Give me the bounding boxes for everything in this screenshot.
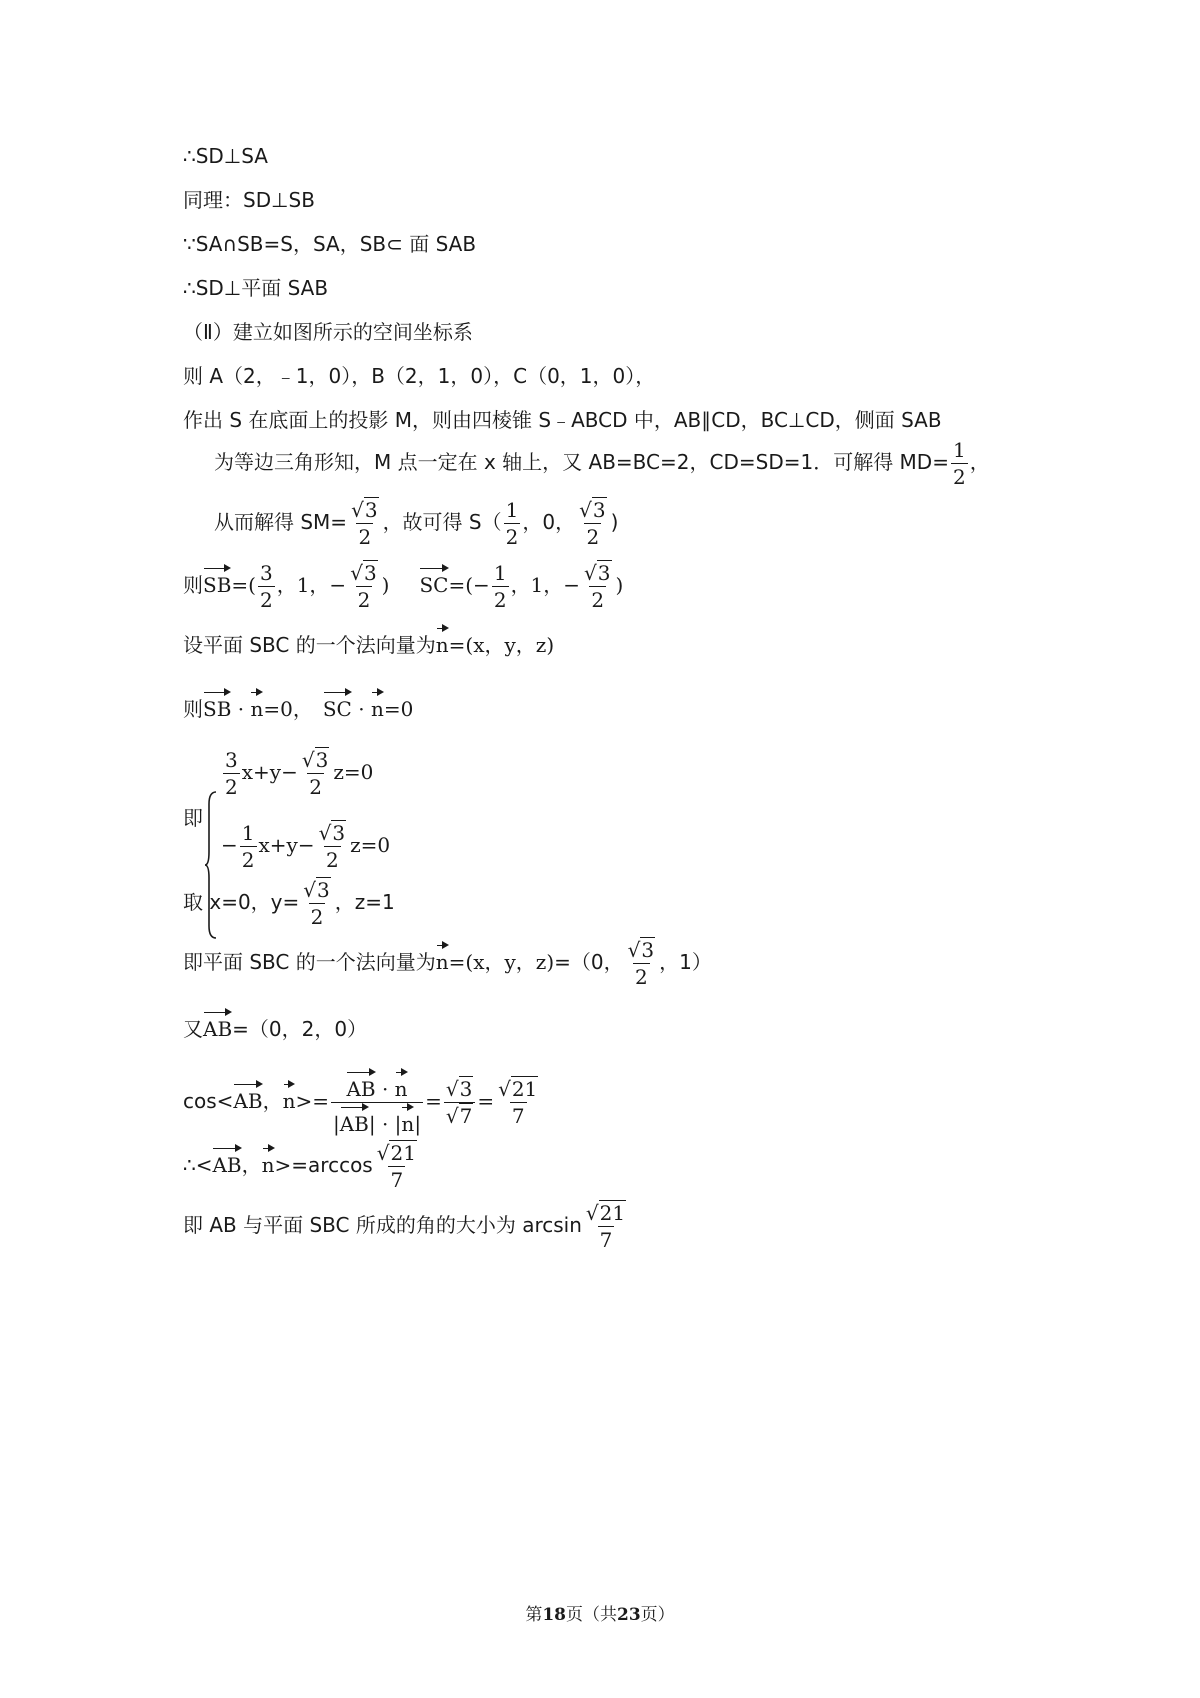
fraction-sqrt21-7 bbox=[496, 1076, 540, 1129]
line-19 bbox=[183, 1200, 630, 1253]
page-footer bbox=[0, 1600, 1200, 1625]
line-14 bbox=[183, 877, 395, 930]
fraction-cos bbox=[331, 1068, 423, 1137]
fraction-y bbox=[301, 877, 332, 930]
numerator: √3 bbox=[445, 1077, 473, 1101]
n-def: =(x，y，z) bbox=[448, 950, 555, 974]
numerator: √21 bbox=[376, 1141, 416, 1165]
denominator: 2 bbox=[634, 965, 648, 989]
paren-open: =(− bbox=[448, 573, 490, 597]
fraction-sqrt3-2 bbox=[317, 820, 348, 873]
close-paren: ) bbox=[381, 573, 390, 597]
line-10-text: 则 bbox=[183, 573, 203, 597]
denominator: 2 bbox=[225, 775, 238, 799]
vector-ab: AB bbox=[340, 1103, 369, 1137]
denominator: 2 bbox=[309, 775, 322, 799]
line-11-text: 设平面 SBC 的一个法向量为 bbox=[183, 633, 436, 657]
radicand: 21 bbox=[390, 1141, 416, 1165]
line-11 bbox=[183, 624, 554, 658]
denominator: 2 bbox=[586, 525, 600, 549]
vector-n: n bbox=[395, 1068, 408, 1102]
denominator: 7 bbox=[390, 1168, 404, 1192]
numerator: √3 bbox=[350, 561, 377, 585]
vector-sc: SC bbox=[323, 688, 352, 722]
numerator: √21 bbox=[498, 1077, 538, 1101]
vector-sb: SB bbox=[203, 688, 231, 722]
vector-n: n bbox=[262, 1144, 275, 1178]
fraction-sqrt3-sqrt7 bbox=[444, 1076, 475, 1129]
fraction-1-2 bbox=[492, 560, 509, 613]
denominator: 2 bbox=[259, 588, 273, 612]
comma: ， bbox=[969, 450, 990, 474]
close-paren: ) bbox=[610, 510, 619, 534]
line-9-text-a: 从而解得 SM= bbox=[214, 510, 348, 534]
fraction-1-2 bbox=[240, 820, 257, 873]
numerator: 3 bbox=[225, 748, 238, 772]
vector-n: n bbox=[436, 624, 449, 658]
gt-eq: >= bbox=[295, 1089, 329, 1113]
radicand: 3 bbox=[592, 498, 606, 522]
line-18-text-a: ∴< bbox=[183, 1153, 213, 1177]
radicand: 3 bbox=[315, 748, 329, 772]
numerator: 3 bbox=[259, 561, 273, 585]
eq2-end: z=0 bbox=[350, 833, 391, 857]
equation-1 bbox=[221, 747, 373, 800]
line-18 bbox=[183, 1140, 421, 1193]
line-16-text-b: =（0，2，0） bbox=[232, 1017, 368, 1041]
denominator: 7 bbox=[511, 1104, 525, 1128]
radicand: 3 bbox=[597, 561, 611, 585]
vector-n: n bbox=[436, 941, 449, 975]
numerator: √3 bbox=[318, 821, 346, 845]
fraction-sx bbox=[504, 497, 521, 550]
line-15-text-a: 即平面 SBC 的一个法向量为 bbox=[183, 950, 436, 974]
denominator: 2 bbox=[952, 465, 966, 489]
fraction-3-2 bbox=[258, 560, 275, 613]
fraction-sz bbox=[577, 497, 608, 550]
line-15-text-c: ，1） bbox=[659, 950, 712, 974]
radicand: 21 bbox=[511, 1077, 538, 1101]
line-14-text-a: 取 x=0，y= bbox=[183, 890, 300, 914]
denominator: 2 bbox=[591, 588, 605, 612]
line-15-text-b: =（0， bbox=[554, 950, 624, 974]
denominator: 2 bbox=[505, 525, 519, 549]
radicand: 3 bbox=[641, 938, 655, 962]
line-7: 作出 S 在底面上的投影 M，则由四棱锥 S﹣ABCD 中，AB∥CD，BC⊥CD，侧面 SAB bbox=[183, 408, 942, 432]
line-2: 同理：SD⊥SB bbox=[183, 188, 315, 212]
denominator: 2 bbox=[310, 905, 324, 929]
vector-ab: AB bbox=[212, 1144, 241, 1178]
numerator: 1 bbox=[241, 821, 255, 845]
line-5: （Ⅱ）建立如图所示的空间坐标系 bbox=[183, 320, 473, 344]
line-12-text: 则 bbox=[183, 697, 203, 721]
dot-eq2: =0 bbox=[383, 697, 414, 721]
minus: − bbox=[221, 833, 238, 857]
vector-n: n bbox=[250, 688, 263, 722]
denominator: 2 bbox=[325, 848, 339, 872]
line-9-text-c: ，0， bbox=[522, 510, 576, 534]
line-16 bbox=[183, 1008, 367, 1042]
equation-2 bbox=[221, 820, 390, 873]
line-1: ∴SD⊥SA bbox=[183, 144, 268, 168]
numerator: √3 bbox=[301, 748, 329, 772]
numerator: √3 bbox=[584, 561, 611, 585]
vector-sc: SC bbox=[419, 564, 448, 598]
numerator: AB · n bbox=[344, 1068, 409, 1102]
numerator: 1 bbox=[505, 498, 519, 522]
numerator: √3 bbox=[579, 498, 606, 522]
denominator: 2 bbox=[358, 525, 372, 549]
line-8-text: 为等边三角形知，M 点一定在 x 轴上，又 AB=BC=2，CD=SD=1．可解得 MD= bbox=[214, 450, 949, 474]
fraction-sqrt21-7 bbox=[375, 1140, 419, 1193]
footer-mid: 页（共 bbox=[566, 1605, 617, 1625]
numerator: √21 bbox=[585, 1201, 626, 1225]
denominator: 2 bbox=[493, 588, 507, 612]
footer-suffix: 页） bbox=[640, 1605, 675, 1625]
eq1-end: z=0 bbox=[333, 760, 374, 784]
vector-sb: SB bbox=[203, 564, 231, 598]
line-9-text-b: ，故可得 S（ bbox=[382, 510, 502, 534]
numerator: √3 bbox=[351, 498, 378, 522]
numerator: 1 bbox=[952, 438, 966, 462]
radicand: 7 bbox=[459, 1104, 473, 1128]
fraction-sqrt3-2b bbox=[582, 560, 613, 613]
fraction-sqrt3-2 bbox=[348, 560, 379, 613]
line-14-text-b: ，z=1 bbox=[334, 890, 395, 914]
line-9 bbox=[214, 497, 618, 550]
radicand: 3 bbox=[364, 498, 378, 522]
vector-n: n bbox=[371, 688, 384, 722]
denominator: 2 bbox=[357, 588, 371, 612]
line-18-text-b: =arccos bbox=[291, 1153, 373, 1177]
vector-n: n bbox=[283, 1080, 296, 1114]
numerator: √3 bbox=[303, 878, 330, 902]
radicand: 3 bbox=[459, 1077, 473, 1101]
vector-ab: AB bbox=[203, 1008, 232, 1042]
line-16-text-a: 又 bbox=[183, 1017, 203, 1041]
numerator: √3 bbox=[627, 938, 655, 962]
comma: ， bbox=[241, 1153, 262, 1177]
line-8 bbox=[214, 437, 990, 490]
denominator: √7 bbox=[444, 1102, 475, 1129]
fraction-sqrt21-7 bbox=[584, 1200, 628, 1253]
denominator: 2 bbox=[241, 848, 255, 872]
gt: > bbox=[274, 1153, 292, 1177]
vector-ab: AB bbox=[233, 1080, 262, 1114]
line-12: 则SB · n=0， SC · n=0 bbox=[183, 688, 413, 722]
fraction-sm bbox=[349, 497, 380, 550]
vector-ab: AB bbox=[346, 1068, 375, 1102]
fraction-ny bbox=[626, 937, 657, 990]
fraction-md bbox=[951, 437, 968, 490]
paren-open: =( bbox=[231, 573, 256, 597]
dot-eq: =0， bbox=[263, 697, 313, 721]
sb-mid: ，1，− bbox=[276, 573, 347, 597]
radicand: 3 bbox=[363, 561, 377, 585]
line-17: cos<AB，n>= $\frac{AB \cdot n}{|AB| \cdot |n|}$ = $\frac{√3}{√7}$ = $\frac{√21}{7}$ bbox=[183, 1068, 542, 1137]
page-number: 18 bbox=[542, 1605, 566, 1625]
vector-n: n bbox=[401, 1103, 414, 1137]
line-19-text: 即 AB 与平面 SBC 所成的角的大小为 arcsin bbox=[183, 1213, 582, 1237]
radicand: 3 bbox=[317, 878, 330, 902]
line-6: 则 A（2，﹣1，0），B（2，1，0），C（0，1，0）， bbox=[183, 364, 656, 388]
denominator: |AB| · |n| bbox=[331, 1102, 423, 1137]
line-3: ∵SA∩SB=S，SA，SB⊂ 面 SAB bbox=[183, 232, 477, 256]
line-4: ∴SD⊥平面 SAB bbox=[183, 276, 329, 300]
comma: ， bbox=[262, 1089, 283, 1113]
line-10 bbox=[183, 560, 623, 613]
numerator: 1 bbox=[493, 561, 507, 585]
close-paren: ) bbox=[615, 573, 624, 597]
radicand: 3 bbox=[332, 821, 346, 845]
fraction-sqrt3-2 bbox=[300, 747, 331, 800]
line-15 bbox=[183, 937, 712, 990]
denominator: 7 bbox=[599, 1228, 613, 1252]
footer-prefix: 第 bbox=[525, 1605, 543, 1625]
page-total: 23 bbox=[617, 1605, 641, 1625]
eq1-mid: x+y− bbox=[241, 760, 298, 784]
sc-mid: ，1，− bbox=[510, 573, 581, 597]
radicand: 21 bbox=[599, 1201, 626, 1225]
fraction-3-2 bbox=[223, 747, 240, 800]
line-13: 即 bbox=[183, 806, 203, 830]
n-def: =(x，y，z) bbox=[448, 633, 555, 657]
line-17-text: cos< bbox=[183, 1089, 234, 1113]
eq2-mid: x+y− bbox=[258, 833, 315, 857]
